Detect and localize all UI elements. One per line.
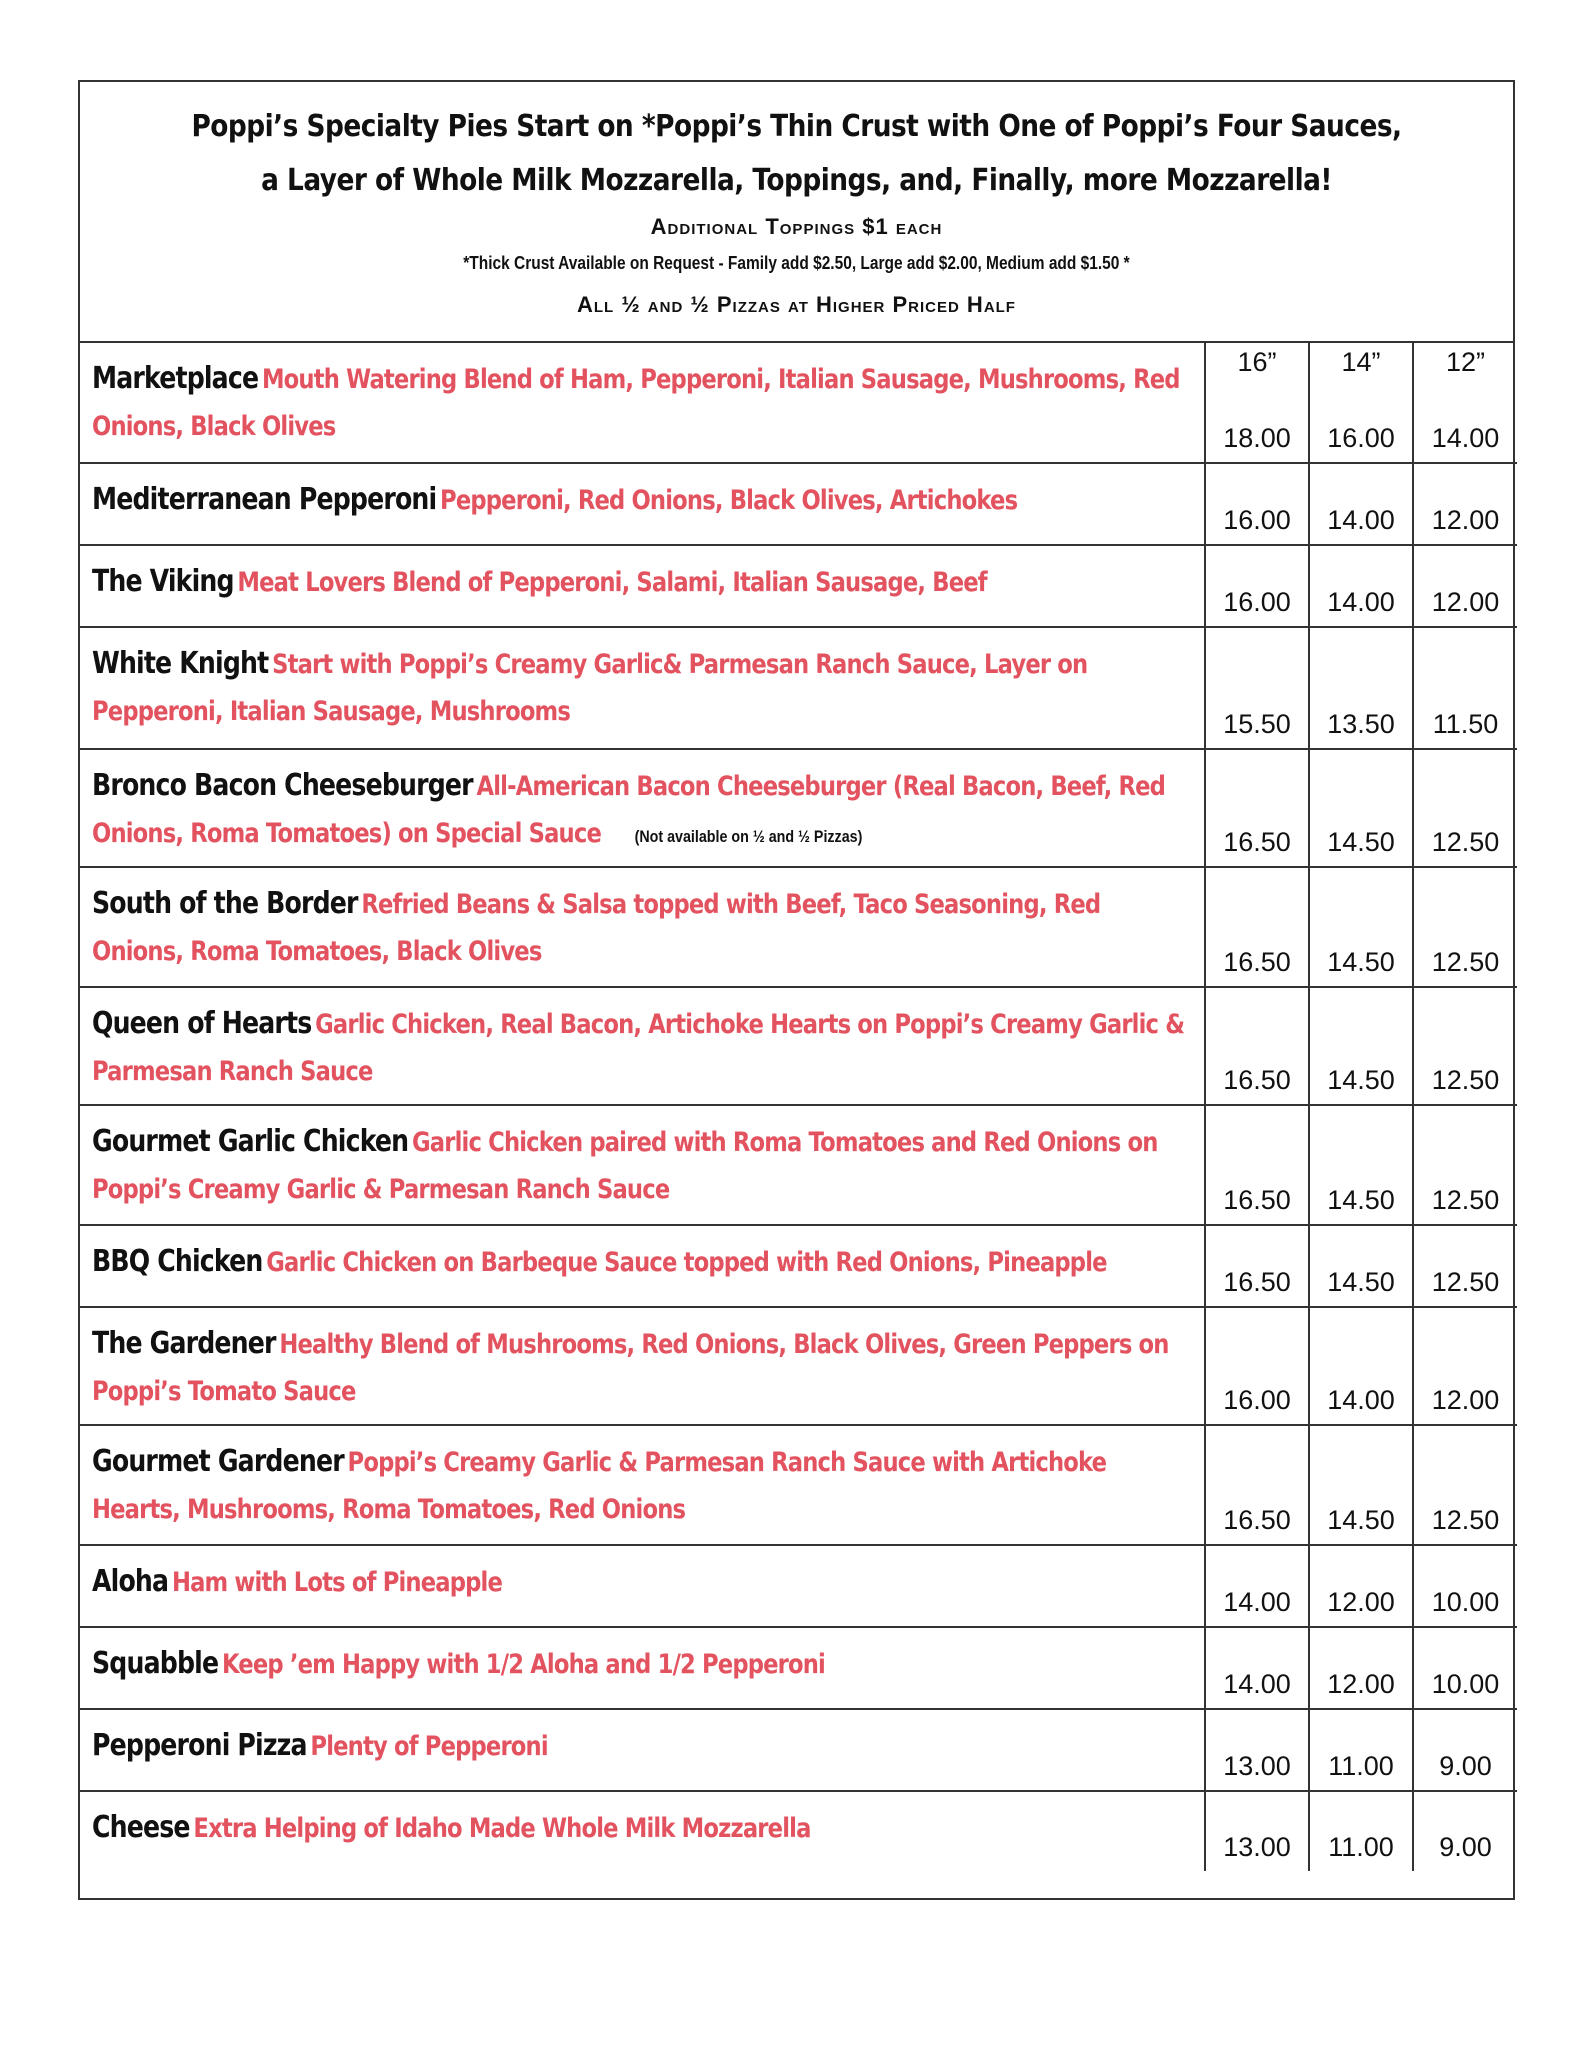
price-cell <box>1413 867 1517 987</box>
price-value: 12.50 <box>1431 1505 1500 1535</box>
price-value: 12.50 <box>1431 1185 1500 1215</box>
price-cell <box>1309 463 1413 545</box>
pie-text <box>92 642 1194 737</box>
price-value: 16.50 <box>1223 1267 1291 1297</box>
pie-text <box>92 357 1194 452</box>
pie-row <box>80 1627 1517 1709</box>
price-value: 12.50 <box>1431 947 1500 977</box>
price-value: 14.50 <box>1327 1505 1395 1535</box>
price-cell <box>1205 867 1309 987</box>
price-value: 14.50 <box>1327 947 1395 977</box>
pie-description-cell <box>80 987 1205 1105</box>
price-cell <box>1205 1307 1309 1425</box>
price-cell <box>1205 545 1309 627</box>
price-value: 12.00 <box>1327 1587 1395 1617</box>
price-value: 12.00 <box>1431 1385 1500 1415</box>
pie-row <box>80 1425 1517 1545</box>
price-value: 13.00 <box>1223 1832 1291 1862</box>
price-value: 12.50 <box>1431 1065 1500 1095</box>
pie-row <box>80 1709 1517 1791</box>
price-cell <box>1205 1105 1309 1225</box>
price-cell <box>1309 749 1413 867</box>
pie-row <box>80 1225 1517 1307</box>
pie-description-cell <box>80 867 1205 987</box>
pie-name: BBQ Chicken <box>92 1244 263 1279</box>
price-cell <box>1413 1307 1517 1425</box>
pie-text <box>92 1440 1194 1535</box>
price-value: 12.50 <box>1431 827 1500 857</box>
price-cell <box>1205 1791 1309 1871</box>
pie-row <box>80 545 1517 627</box>
price-cell <box>1205 627 1309 749</box>
pie-name: Bronco Bacon Cheeseburger <box>92 768 473 803</box>
pie-name: Mediterranean Pepperoni <box>92 482 437 517</box>
header-line-2: a Layer of Whole Milk Mozzarella, Toppings, and, Finally, more Mozzarella! <box>261 163 1332 198</box>
pie-description: All-American Bacon Cheeseburger (Real Bacon, Beef, Red Onions, Roma Tomatoes) on Special Sauce <box>92 771 1166 849</box>
pie-name: White Knight <box>92 646 269 681</box>
pie-row <box>80 343 1517 463</box>
price-cell <box>1413 343 1517 463</box>
price-cell <box>1309 545 1413 627</box>
pie-text <box>92 1120 1194 1215</box>
pie-row <box>80 749 1517 867</box>
toppings-note: Additional Toppings $1 each <box>650 214 943 239</box>
price-value: 9.00 <box>1439 1832 1492 1862</box>
pie-text <box>92 560 1194 608</box>
pie-text <box>92 1002 1194 1097</box>
pie-description-cell <box>80 343 1205 463</box>
price-value: 14.00 <box>1431 423 1500 453</box>
price-value: 13.00 <box>1223 1751 1291 1781</box>
pie-description: Healthy Blend of Mushrooms, Red Onions, Black Olives, Green Peppers on Poppi’s Tomato Sauce <box>92 1329 1169 1407</box>
pie-description-cell <box>80 463 1205 545</box>
price-value: 16.00 <box>1327 423 1395 453</box>
price-cell <box>1309 627 1413 749</box>
price-value: 14.50 <box>1327 1185 1395 1215</box>
price-cell <box>1413 1425 1517 1545</box>
pie-name: Cheese <box>92 1810 190 1845</box>
price-cell <box>1413 1627 1517 1709</box>
pie-row <box>80 1791 1517 1871</box>
price-cell <box>1413 545 1517 627</box>
price-cell <box>1205 1425 1309 1545</box>
price-cell <box>1309 1791 1413 1871</box>
price-value: 12.00 <box>1431 505 1500 535</box>
pie-description: Start with Poppi’s Creamy Garlic& Parmesan Ranch Sauce, Layer on Pepperoni, Italian Sausage, Mushrooms <box>92 649 1088 727</box>
pie-text <box>92 764 1194 859</box>
pie-row <box>80 987 1517 1105</box>
pie-note: (Not available on ½ and ½ Pizzas) <box>634 827 863 846</box>
pie-text <box>92 882 1194 977</box>
pie-description: Pepperoni, Red Onions, Black Olives, Artichokes <box>440 485 1018 516</box>
price-value: 14.00 <box>1327 587 1395 617</box>
pie-description-cell <box>80 1225 1205 1307</box>
price-value: 11.00 <box>1328 1832 1394 1862</box>
price-cell <box>1413 627 1517 749</box>
pie-name: Squabble <box>92 1646 219 1681</box>
pie-description: Keep ’em Happy with 1/2 Aloha and 1/2 Pepperoni <box>221 1649 825 1680</box>
pie-description: Mouth Watering Blend of Ham, Pepperoni, Italian Sausage, Mushrooms, Red Onions, Black Olives <box>92 364 1180 442</box>
price-cell <box>1309 987 1413 1105</box>
price-cell <box>1413 749 1517 867</box>
pie-description: Garlic Chicken paired with Roma Tomatoes and Red Onions on Poppi’s Creamy Garlic & Parmesan Ranch Sauce <box>92 1127 1158 1205</box>
pie-name: Queen of Hearts <box>92 1006 312 1041</box>
price-cell <box>1309 867 1413 987</box>
price-cell <box>1413 1791 1517 1871</box>
pie-text <box>92 1560 1194 1608</box>
pie-text <box>92 478 1194 526</box>
pie-description: Extra Helping of Idaho Made Whole Milk Mozzarella <box>193 1813 811 1844</box>
price-value: 14.50 <box>1327 1065 1395 1095</box>
price-value: 14.50 <box>1327 827 1395 857</box>
pie-description-cell <box>80 749 1205 867</box>
price-value: 16.00 <box>1223 587 1291 617</box>
pie-row <box>80 867 1517 987</box>
price-cell <box>1309 1709 1413 1791</box>
pie-row <box>80 1105 1517 1225</box>
price-cell <box>1205 463 1309 545</box>
price-cell <box>1309 1425 1413 1545</box>
size-label: 16” <box>1237 347 1277 377</box>
pie-row <box>80 1545 1517 1627</box>
header-line-1: Poppi’s Specialty Pies Start on *Poppi’s Thin Crust with One of Poppi’s Four Sauces, <box>191 109 1402 144</box>
price-cell <box>1205 1627 1309 1709</box>
price-cell <box>1309 1105 1413 1225</box>
price-value: 12.00 <box>1327 1669 1395 1699</box>
price-value: 11.00 <box>1328 1751 1394 1781</box>
price-cell <box>1309 1307 1413 1425</box>
price-value: 14.00 <box>1223 1587 1291 1617</box>
pie-row <box>80 1307 1517 1425</box>
price-value: 15.50 <box>1223 709 1291 739</box>
pie-text <box>92 1724 1194 1772</box>
price-cell <box>1413 1105 1517 1225</box>
price-cell <box>1309 343 1413 463</box>
price-cell <box>1205 1225 1309 1307</box>
price-value: 16.50 <box>1223 1185 1291 1215</box>
pie-description-cell <box>80 1709 1205 1791</box>
price-value: 9.00 <box>1439 1751 1492 1781</box>
price-value: 18.00 <box>1223 423 1291 453</box>
pie-description: Plenty of Pepperoni <box>310 1731 548 1762</box>
price-value: 13.50 <box>1327 709 1395 739</box>
pie-description-cell <box>80 545 1205 627</box>
pie-description: Ham with Lots of Pineapple <box>171 1567 502 1598</box>
price-value: 14.00 <box>1327 1385 1395 1415</box>
pie-name: Gourmet Gardener <box>92 1444 344 1479</box>
price-cell <box>1309 1627 1413 1709</box>
pie-description: Garlic Chicken, Real Bacon, Artichoke Hearts on Poppi’s Creamy Garlic & Parmesan Ranch Sauce <box>92 1009 1185 1087</box>
price-value: 10.00 <box>1431 1587 1500 1617</box>
pie-text <box>92 1806 1194 1854</box>
pie-description: Refried Beans & Salsa topped with Beef, Taco Seasoning, Red Onions, Roma Tomatoes, Black Olives <box>92 889 1101 967</box>
pie-description-cell <box>80 627 1205 749</box>
pie-text <box>92 1322 1194 1417</box>
pie-description: Meat Lovers Blend of Pepperoni, Salami, Italian Sausage, Beef <box>237 567 987 598</box>
price-cell <box>1309 1545 1413 1627</box>
pie-name: The Gardener <box>92 1326 276 1361</box>
pie-description-cell <box>80 1627 1205 1709</box>
pie-name: The Viking <box>92 564 234 599</box>
pie-row <box>80 627 1517 749</box>
price-cell <box>1309 1225 1413 1307</box>
price-value: 16.00 <box>1223 505 1291 535</box>
price-value: 11.50 <box>1432 709 1499 739</box>
pie-description-cell <box>80 1545 1205 1627</box>
price-value: 16.50 <box>1223 1505 1291 1535</box>
price-cell <box>1205 987 1309 1105</box>
pie-description-cell <box>80 1307 1205 1425</box>
pie-text <box>92 1642 1194 1690</box>
price-value: 16.50 <box>1223 827 1291 857</box>
price-cell <box>1413 1709 1517 1791</box>
pie-name: Gourmet Garlic Chicken <box>92 1124 409 1159</box>
menu-page <box>78 80 1515 1900</box>
half-note: All ½ and ½ Pizzas at Higher Priced Half <box>577 292 1016 317</box>
price-value: 14.00 <box>1223 1669 1291 1699</box>
price-cell <box>1413 987 1517 1105</box>
price-cell <box>1413 1225 1517 1307</box>
price-cell <box>1205 1709 1309 1791</box>
price-value: 16.50 <box>1223 1065 1291 1095</box>
crust-note: *Thick Crust Available on Request - Family add $2.50, Large add $2.00, Medium add $1.50 * <box>463 253 1130 273</box>
price-cell <box>1205 343 1309 463</box>
price-cell <box>1205 1545 1309 1627</box>
price-value: 16.00 <box>1223 1385 1291 1415</box>
price-value: 12.00 <box>1431 587 1500 617</box>
price-value: 16.50 <box>1223 947 1291 977</box>
pie-description-cell <box>80 1425 1205 1545</box>
menu-header <box>80 82 1513 343</box>
pie-table <box>80 343 1517 1871</box>
size-label: 12” <box>1445 347 1486 377</box>
size-label: 14” <box>1341 347 1381 377</box>
price-value: 14.00 <box>1327 505 1395 535</box>
pie-text <box>92 1240 1194 1288</box>
pie-name: Marketplace <box>92 361 259 396</box>
price-cell <box>1413 463 1517 545</box>
pie-row <box>80 463 1517 545</box>
pie-name: Aloha <box>92 1564 169 1599</box>
pie-description: Garlic Chicken on Barbeque Sauce topped with Red Onions, Pineapple <box>266 1247 1107 1278</box>
pie-name: South of the Border <box>92 886 358 921</box>
price-cell <box>1205 749 1309 867</box>
pie-description-cell <box>80 1105 1205 1225</box>
price-value: 14.50 <box>1327 1267 1395 1297</box>
pie-name: Pepperoni Pizza <box>92 1728 307 1763</box>
pie-description-cell <box>80 1791 1205 1871</box>
pie-description: Poppi’s Creamy Garlic & Parmesan Ranch Sauce with Artichoke Hearts, Mushrooms, Roma Tomatoes, Red Onions <box>92 1447 1107 1525</box>
price-value: 12.50 <box>1431 1267 1500 1297</box>
price-cell <box>1413 1545 1517 1627</box>
price-value: 10.00 <box>1431 1669 1500 1699</box>
